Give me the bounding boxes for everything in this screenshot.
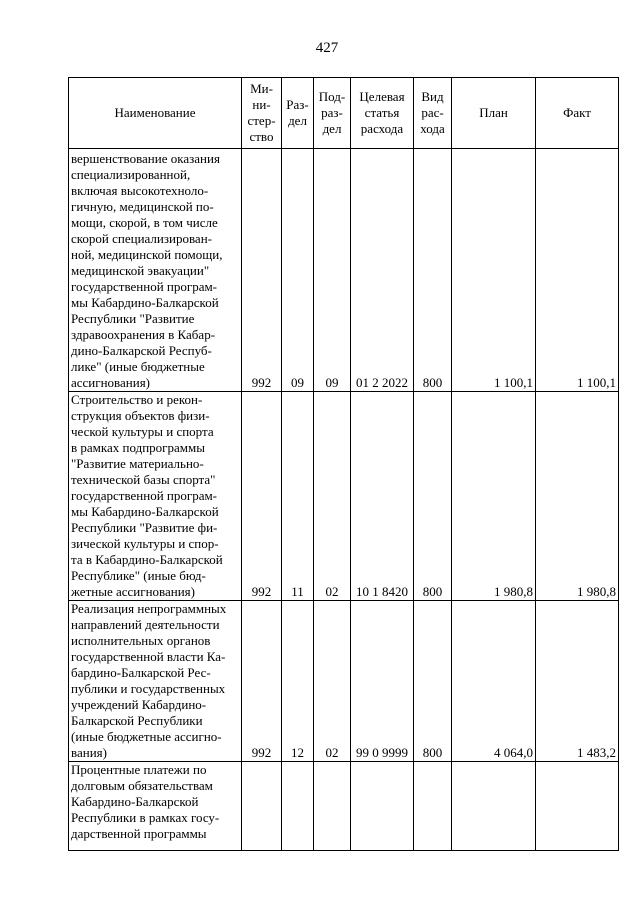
header-subsection: Под- раз- дел xyxy=(314,78,351,149)
row-plan: 4 064,0 xyxy=(452,601,536,762)
row-section: 11 xyxy=(282,392,314,601)
row-target: 01 2 2022 xyxy=(351,149,414,392)
page-number: 427 xyxy=(315,40,339,56)
row-target: 10 1 8420 xyxy=(351,392,414,601)
row-subsection: 09 xyxy=(314,149,351,392)
row-subsection: 02 xyxy=(314,392,351,601)
row-name: Реализация непрограммных направлений деятельности исполнительных органов государственной власти Ка- бардино-Балкарской Рес- публики и государственных учреждений Кабардино- Балкарской Республики (иные бюджетные ассигно- вания) xyxy=(69,601,242,762)
row-ministry: 992 xyxy=(242,392,282,601)
row-ministry xyxy=(242,762,282,851)
row-section: 12 xyxy=(282,601,314,762)
row-name: Процентные платежи по долговым обязательствам Кабардино-Балкарской Республики в рамках госу- дарственной программы xyxy=(69,762,242,851)
header-type: Вид рас- хода xyxy=(414,78,452,149)
budget-table xyxy=(68,77,619,851)
table-row xyxy=(69,392,619,601)
row-section: 09 xyxy=(282,149,314,392)
header-section: Раз- дел xyxy=(282,78,314,149)
row-subsection xyxy=(314,762,351,851)
row-subsection: 02 xyxy=(314,601,351,762)
row-type: 800 xyxy=(414,149,452,392)
row-target xyxy=(351,762,414,851)
table-row xyxy=(69,149,619,392)
header-ministry: Ми- ни- стер- ство xyxy=(242,78,282,149)
row-ministry: 992 xyxy=(242,601,282,762)
header-target: Целевая статья расхода xyxy=(351,78,414,149)
row-name: вершенствование оказания специализированной, включая высокотехноло- гичную, медицинской по- мощи, скорой, в том числе скорой специализирован- ной, медицинской помощи, медицинской эвакуации" государственной програм- мы Кабардино-Балкарской Республики "Развитие здравоохранения в Кабар- дино-Балкарской Респуб- лике" (иные бюджетные ассигнования) xyxy=(69,149,242,392)
row-fact: 1 980,8 xyxy=(536,392,619,601)
table-row xyxy=(69,601,619,762)
row-ministry: 992 xyxy=(242,149,282,392)
row-plan xyxy=(452,762,536,851)
row-section xyxy=(282,762,314,851)
table-row xyxy=(69,762,619,851)
header-fact: Факт xyxy=(536,78,619,149)
row-fact: 1 483,2 xyxy=(536,601,619,762)
row-fact: 1 100,1 xyxy=(536,149,619,392)
header-plan: План xyxy=(452,78,536,149)
row-plan: 1 100,1 xyxy=(452,149,536,392)
row-plan: 1 980,8 xyxy=(452,392,536,601)
header-name: Наименование xyxy=(69,78,242,149)
row-target: 99 0 9999 xyxy=(351,601,414,762)
row-type: 800 xyxy=(414,601,452,762)
row-type xyxy=(414,762,452,851)
header-row xyxy=(69,78,619,149)
row-name: Строительство и рекон- струкция объектов физи- ческой культуры и спорта в рамках подпрограммы "Развитие материально- технической базы спорта" государственной програм- мы Кабардино-Балкарской Республики "Развитие фи- зической культуры и спор- та в Кабардино-Балкарской Республике" (иные бюд- жетные ассигнования) xyxy=(69,392,242,601)
row-fact xyxy=(536,762,619,851)
row-type: 800 xyxy=(414,392,452,601)
